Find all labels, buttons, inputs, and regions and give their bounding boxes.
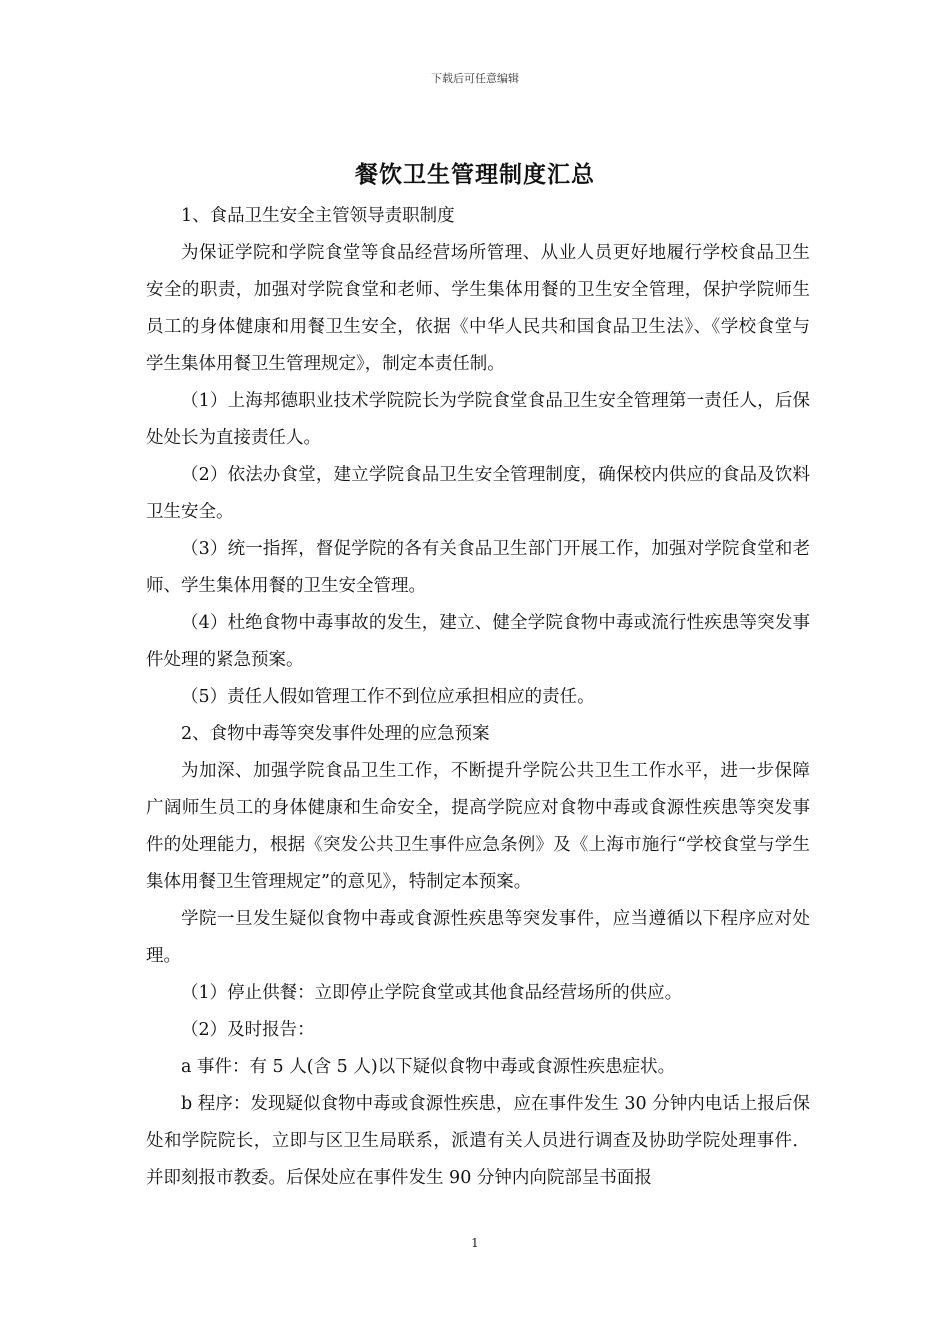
paragraph-procedure: 学院一旦发生疑似食物中毒或食源性疾患等突发事件，应当遵循以下程序应对处理。 <box>146 909 810 966</box>
section-heading-2: 2、食物中毒等突发事件处理的应急预案 <box>181 724 490 744</box>
sub-item-b: b 程序：发现疑似食物中毒或食源性疾患，应在事件发生 30 分钟内电话上报后保处和学院院长，立即与区卫生局联系，派遣有关人员进行调查及协助学院处理事件．并即刻报市教委。后保处应在事件发生 90 分钟内向院部呈书面报 <box>146 1094 810 1188</box>
sub-item-a: a 事件：有 5 人(含 5 人)以下疑似食物中毒或食源性疾患症状。 <box>181 1057 676 1077</box>
paragraph-intro-1: 为保证学院和学院食堂等食品经营场所管理、从业人员更好地履行学校食品卫生安全的职责，加强对学院食堂和老师、学生集体用餐的卫生安全管理，保护学院师生员工的身体健康和用餐卫生安全，依据《中华人民共和国食品卫生法》、《学校食堂与学生集体用餐卫生管理规定》，制定本责任制。 <box>146 243 810 374</box>
list-item-2-1: （1）停止供餐：立即停止学院食堂或其他食品经营场所的供应。 <box>181 983 683 1003</box>
paragraph-intro-2: 为加深、加强学院食品卫生工作，不断提升学院公共卫生工作水平，进一步保障广阔师生员工的身体健康和生命安全，提高学院应对食物中毒或食源性疾患等突发事件的处理能力，根据《突发公共卫生事件应急条例》及《上海市施行“学校食堂与学生集体用餐卫生管理规定”的意见》，特制定本预案。 <box>146 761 810 892</box>
list-item-1-1: （1）上海邦德职业技术学院院长为学院食堂食品卫生安全管理第一责任人，后保处处长为直接责任人。 <box>146 391 810 448</box>
list-item-1-3: （3）统一指挥，督促学院的各有关食品卫生部门开展工作，加强对学院食堂和老师、学生集体用餐的卫生安全管理。 <box>146 539 810 596</box>
document-body <box>146 198 810 1197</box>
page-number: 1 <box>471 1236 479 1250</box>
section-heading-1: 1、食品卫生安全主管领导责职制度 <box>181 206 455 226</box>
list-item-2-2: （2）及时报告： <box>181 1020 315 1040</box>
list-item-1-5: （5）责任人假如管理工作不到位应承担相应的责任。 <box>181 687 595 707</box>
page-header-note: 下载后可任意编辑 <box>431 72 519 85</box>
document-title: 餐饮卫生管理制度汇总 <box>355 161 595 188</box>
list-item-1-2: （2）依法办食堂，建立学院食品卫生安全管理制度，确保校内供应的食品及饮料卫生安全。 <box>146 465 810 522</box>
list-item-1-4: （4）杜绝食物中毒事故的发生，建立、健全学院食物中毒或流行性疾患等突发事件处理的紧急预案。 <box>146 613 810 670</box>
